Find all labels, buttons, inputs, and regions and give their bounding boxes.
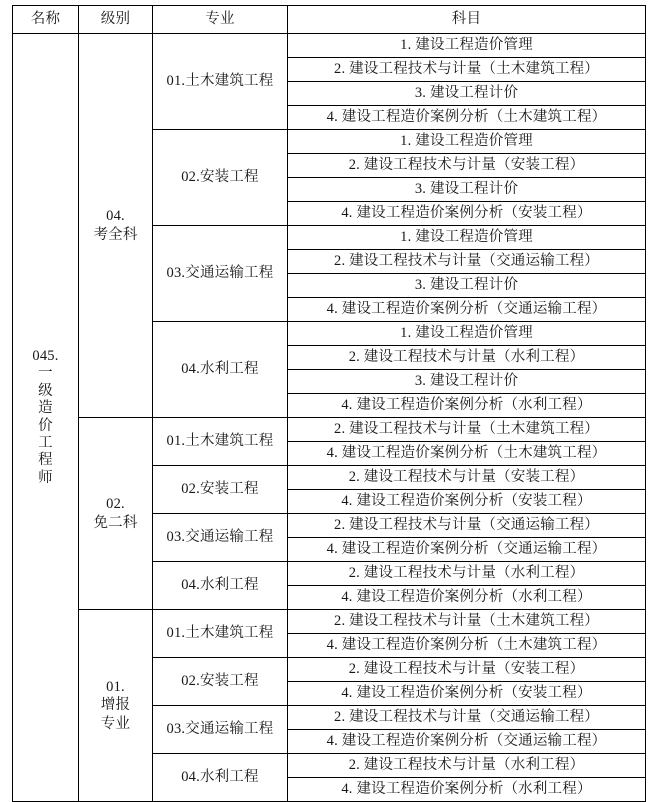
- subject-cell: 4. 建设工程造价案例分析（交通运输工程）: [288, 730, 646, 754]
- qualification-title-char: 一: [38, 365, 53, 382]
- qualification-title-char: 程: [38, 452, 53, 469]
- qualification-title-char: 级: [38, 382, 53, 399]
- level-label-line: 考全科: [93, 226, 138, 243]
- subject-cell: 2. 建设工程技术与计量（水利工程）: [288, 346, 646, 370]
- major-cell: 03.交通运输工程: [153, 706, 288, 754]
- major-cell: 02.安装工程: [153, 130, 288, 226]
- subject-cell: 3. 建设工程计价: [288, 274, 646, 298]
- table-body: [13, 34, 646, 802]
- table-header: [13, 6, 646, 34]
- subject-cell: 4. 建设工程造价案例分析（土木建筑工程）: [288, 106, 646, 130]
- level-label-line: 04.: [106, 207, 125, 224]
- table-row: [13, 34, 646, 58]
- qualification-name-cell: [13, 34, 79, 802]
- subject-cell: 4. 建设工程造价案例分析（安装工程）: [288, 682, 646, 706]
- subject-cell: 1. 建设工程造价管理: [288, 322, 646, 346]
- level-label-line: 专业: [100, 715, 131, 732]
- level-cell: [79, 34, 153, 418]
- exam-subject-table: [12, 5, 646, 802]
- column-header-subject: 科目: [288, 6, 646, 34]
- subject-cell: 1. 建设工程造价管理: [288, 34, 646, 58]
- subject-cell: 2. 建设工程技术与计量（安装工程）: [288, 466, 646, 490]
- qualification-title-char: 造: [38, 400, 53, 417]
- subject-cell: 2. 建设工程技术与计量（水利工程）: [288, 562, 646, 586]
- major-cell: 03.交通运输工程: [153, 226, 288, 322]
- level-label-line: 增报: [100, 697, 131, 714]
- subject-cell: 2. 建设工程技术与计量（交通运输工程）: [288, 250, 646, 274]
- subject-cell: 3. 建设工程计价: [288, 370, 646, 394]
- subject-cell: 4. 建设工程造价案例分析（交通运输工程）: [288, 298, 646, 322]
- major-cell: 01.土木建筑工程: [153, 610, 288, 658]
- subject-cell: 4. 建设工程造价案例分析（安装工程）: [288, 490, 646, 514]
- major-cell: 01.土木建筑工程: [153, 34, 288, 130]
- subject-cell: 1. 建设工程造价管理: [288, 226, 646, 250]
- level-cell: [79, 610, 153, 802]
- qualification-title-char: 价: [38, 417, 53, 434]
- level-cell: [79, 418, 153, 610]
- qualification-title-char: 师: [38, 469, 53, 486]
- column-header-level: 级别: [79, 6, 153, 34]
- level-label-line: 02.: [106, 495, 125, 512]
- subject-cell: 4. 建设工程造价案例分析（水利工程）: [288, 394, 646, 418]
- qualification-code: 045.: [32, 347, 59, 364]
- major-cell: 04.水利工程: [153, 322, 288, 418]
- table-row: [13, 610, 646, 634]
- column-header-name: 名称: [13, 6, 79, 34]
- subject-cell: 3. 建设工程计价: [288, 178, 646, 202]
- major-cell: 03.交通运输工程: [153, 514, 288, 562]
- level-label-line: 免二科: [93, 514, 138, 531]
- major-cell: 04.水利工程: [153, 562, 288, 610]
- subject-cell: 2. 建设工程技术与计量（土木建筑工程）: [288, 610, 646, 634]
- subject-cell: 4. 建设工程造价案例分析（水利工程）: [288, 778, 646, 802]
- major-cell: 04.水利工程: [153, 754, 288, 802]
- major-cell: 02.安装工程: [153, 466, 288, 514]
- subject-cell: 2. 建设工程技术与计量（交通运输工程）: [288, 706, 646, 730]
- subject-cell: 3. 建设工程计价: [288, 82, 646, 106]
- subject-cell: 4. 建设工程造价案例分析（水利工程）: [288, 586, 646, 610]
- subject-cell: 4. 建设工程造价案例分析（土木建筑工程）: [288, 442, 646, 466]
- subject-cell: 4. 建设工程造价案例分析（安装工程）: [288, 202, 646, 226]
- qualification-title-char: 工: [38, 434, 53, 451]
- subject-cell: 2. 建设工程技术与计量（安装工程）: [288, 658, 646, 682]
- header-row: [13, 6, 646, 34]
- subject-cell: 2. 建设工程技术与计量（安装工程）: [288, 154, 646, 178]
- major-cell: 02.安装工程: [153, 658, 288, 706]
- column-header-major: 专业: [153, 6, 288, 34]
- major-cell: 01.土木建筑工程: [153, 418, 288, 466]
- level-label-line: 01.: [106, 678, 125, 695]
- subject-cell: 2. 建设工程技术与计量（土木建筑工程）: [288, 418, 646, 442]
- subject-cell: 2. 建设工程技术与计量（土木建筑工程）: [288, 58, 646, 82]
- subject-cell: 1. 建设工程造价管理: [288, 130, 646, 154]
- subject-cell: 4. 建设工程造价案例分析（交通运输工程）: [288, 538, 646, 562]
- subject-cell: 2. 建设工程技术与计量（水利工程）: [288, 754, 646, 778]
- subject-cell: 2. 建设工程技术与计量（交通运输工程）: [288, 514, 646, 538]
- table-row: [13, 418, 646, 442]
- subject-cell: 4. 建设工程造价案例分析（土木建筑工程）: [288, 634, 646, 658]
